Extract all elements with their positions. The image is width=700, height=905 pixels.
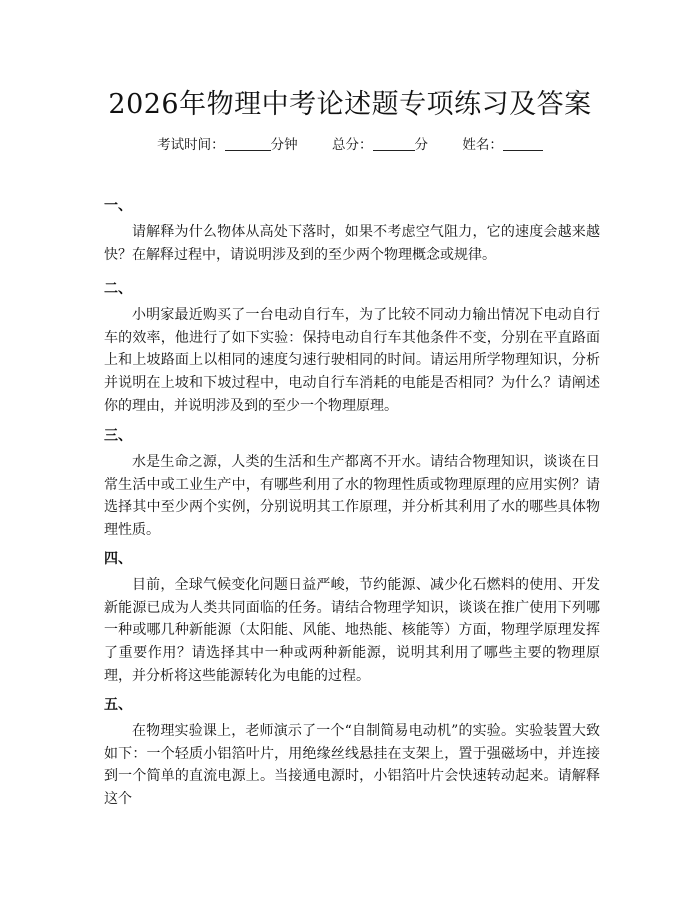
question-4-number: 四、 <box>104 551 132 567</box>
question-4-text: 目前，全球气候变化问题日益严峻，节约能源、减少化石燃料的使用、开发新能源已成为人类共同面临的任务。请结合物理学知识，谈谈在推广使用下列哪一种或哪几种新能源（太阳能、风能、地热能、核能等）方面，物理学原理发挥了重要作用？请选择其中一种或两种新能源，说明其利用了哪些主要的物理原理，并分析将这些能源转化为电能的过程。 <box>104 577 600 684</box>
time-label: 考试时间： <box>157 137 225 153</box>
page-title: 2026年物理中考论述题专项练习及答案 <box>108 89 592 120</box>
score-blank <box>373 136 415 151</box>
score-label: 总分： <box>332 137 373 153</box>
time-blank <box>225 136 271 151</box>
exam-meta <box>0 133 700 153</box>
time-unit: 分钟 <box>270 137 298 153</box>
question-2-number: 二、 <box>104 281 132 297</box>
question-2-text: 小明家最近购买了一台电动自行车，为了比较不同动力输出情况下电动自行车的效率，他进行了如下实验：保持电动自行车其他条件不变，分别在平直路面上和上坡路面上以相同的速度匀速行驶相同的时间。请运用所学物理知识，分析并说明在上坡和下坡过程中，电动自行车消耗的电能是否相同？为什么？请阐述你的理由，并说明涉及到的至少一个物理原理。 <box>104 307 600 414</box>
score-unit: 分 <box>414 137 428 153</box>
question-1-text: 请解释为什么物体从高处下落时，如果不考虑空气阻力，它的速度会越来越快？在解释过程中，请说明涉及到的至少两个物理概念或规律。 <box>104 224 600 263</box>
name-blank <box>503 136 543 151</box>
name-label: 姓名： <box>462 137 503 153</box>
question-5-number: 五、 <box>104 697 132 713</box>
question-5-text: 在物理实验课上，老师演示了一个“自制简易电动机”的实验。实验装置大致如下：一个轻质小铝箔叶片，用绝缘丝线悬挂在支架上，置于强磁场中，并连接到一个简单的直流电源上。当接通电源时，小铝箔叶片会快速转动起来。请解释这个 <box>104 723 600 808</box>
question-3-number: 三、 <box>104 428 132 444</box>
question-1-number: 一、 <box>104 198 132 214</box>
question-3-text: 水是生命之源，人类的生活和生产都离不开水。请结合物理知识，谈谈在日常生活中或工业生产中，有哪些利用了水的物理性质或物理原理的应用实例？请选择其中至少两个实例，分别说明其工作原理，并分析其利用了水的哪些具体物理性质。 <box>104 454 600 539</box>
